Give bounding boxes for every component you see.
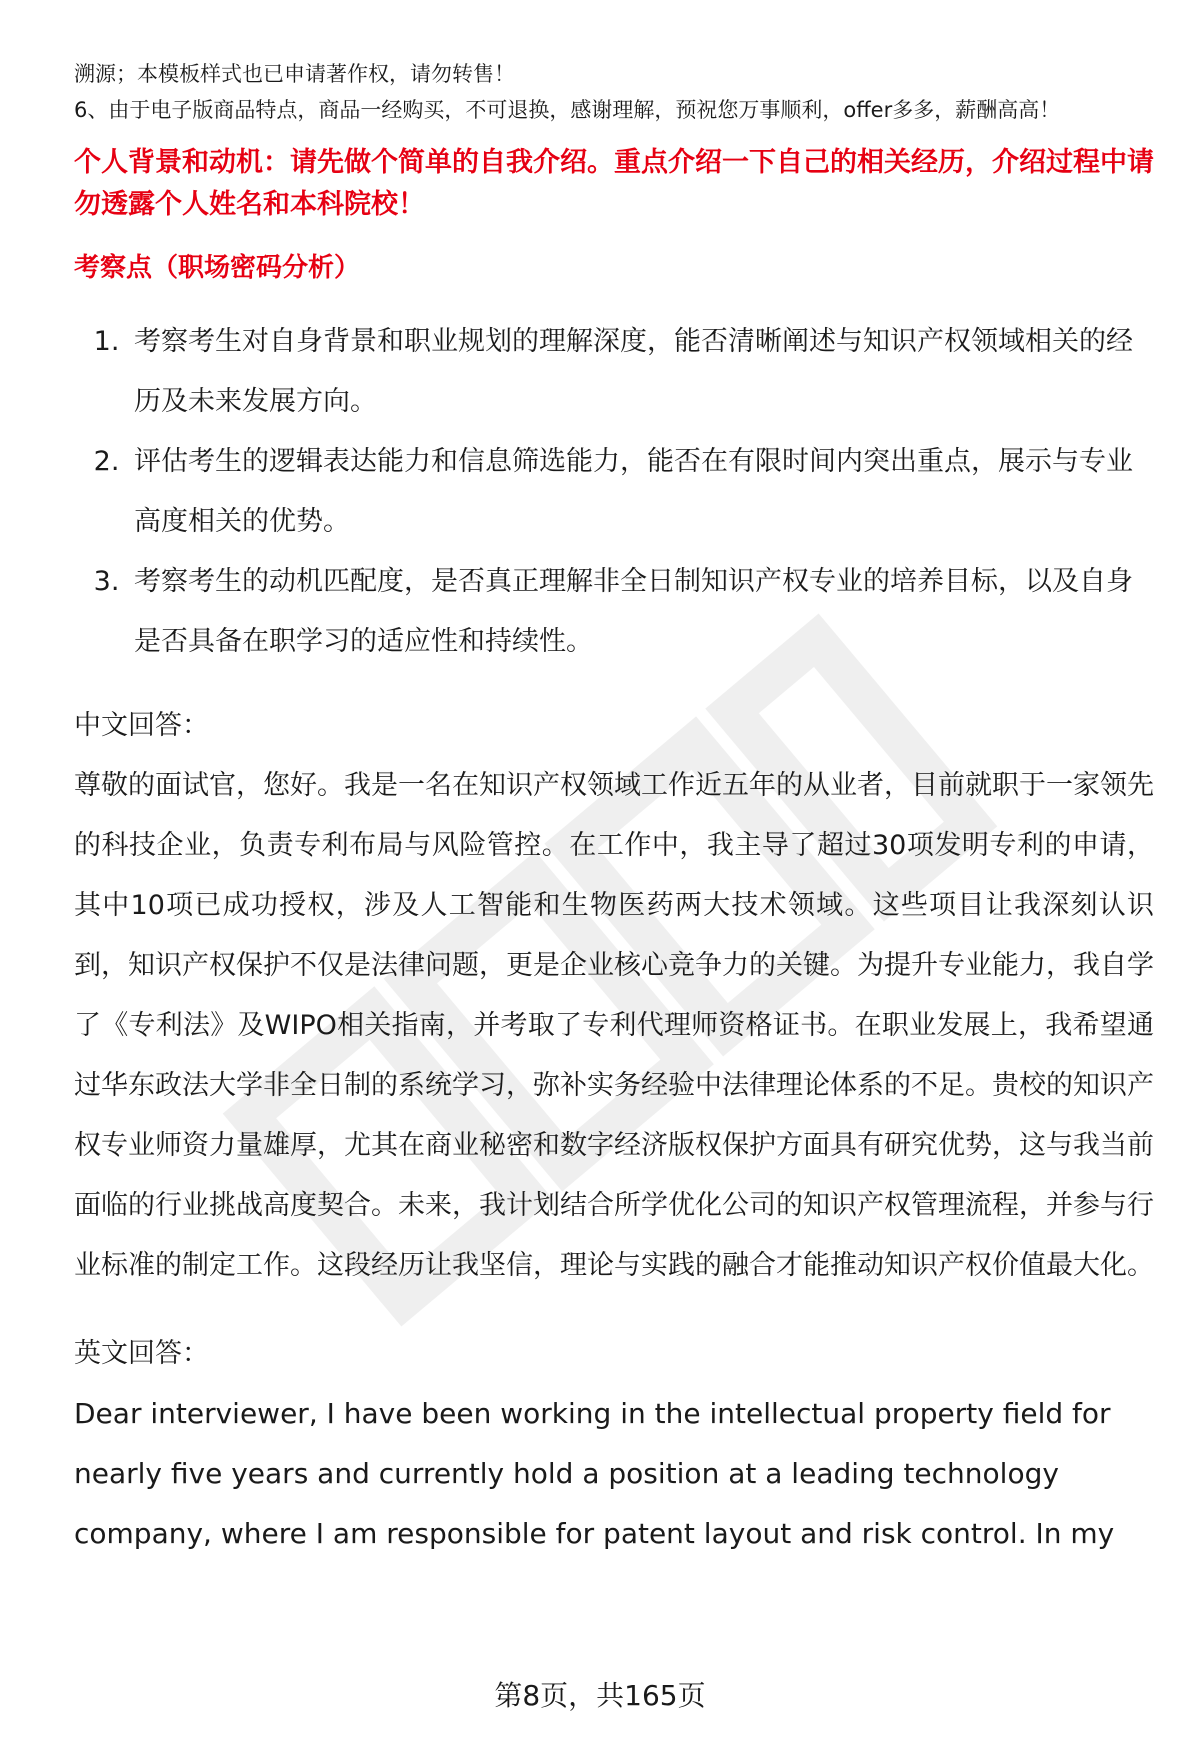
analysis-point-1: 1. 考察考生对自身背景和职业规划的理解深度，能否清晰阐述与知识产权领域相关的经历及未来发展方向。 <box>128 312 1154 432</box>
notice-line-1: 溯源；本模板样式也已申请著作权，请勿转售！ <box>74 62 515 86</box>
analysis-point-2: 2. 评估考生的逻辑表达能力和信息筛选能力，能否在有限时间内突出重点，展示与专业高度相关的优势。 <box>128 432 1154 552</box>
chinese-answer-text: 尊敬的面试官，您好。我是一名在知识产权领域工作近五年的从业者，目前就职于一家领先的科技企业，负责专利布局与风险管控。在工作中，我主导了超过30项发明专利的申请，其中10项已成功授权，涉及人工智能和生物医药两大技术领域。这些项目让我深刻认识到，知识产权保护不仅是法律问题，更是企业核心竞争力的关键。为提升专业能力，我自学了《专利法》及WIPO相关指南，并考取了专利代理师资格证书。在职业发展上，我希望通过华东政法大学非全日制的系统学习，弥补实务经验中法律理论体系的不足。贵校的知识产权专业师资力量雄厚，尤其在商业秘密和数字经济版权保护方面具有研究优势，这与我当前面临的行业挑战高度契合。未来，我计划结合所学优化公司的知识产权管理流程，并参与行业标准的制定工作。这段经历让我坚信，理论与实践的融合才能推动知识产权价值最大化。 <box>74 770 1154 1281</box>
document-page <box>74 56 1154 1564</box>
english-answer-text: Dear interviewer, I have been working in the intellectual property field for nearly five years and currently hold a position at a leading technology company, where I am responsible for patent layout and risk control. In my <box>74 1397 1115 1550</box>
interview-question: 个人背景和动机：请先做个简单的自我介绍。重点介绍一下自己的相关经历，介绍过程中请勿透露个人姓名和本科院校！ <box>74 147 1154 220</box>
page-number-footer: 第8页，共165页 <box>494 1679 706 1712</box>
analysis-point-3: 3. 考察考生的动机匹配度，是否真正理解非全日制知识产权专业的培养目标，以及自身是否具备在职学习的适应性和持续性。 <box>128 552 1154 672</box>
analysis-title: 考察点（职场密码分析） <box>74 253 361 283</box>
notice-line-2: 6、由于电子版商品特点，商品一经购买，不可退换，感谢理解，预祝您万事顺利，offer多多，薪酬高高！ <box>74 98 1061 122</box>
chinese-answer-label: 中文回答： <box>74 710 209 741</box>
english-answer-label: 英文回答： <box>74 1338 209 1369</box>
analysis-points <box>74 312 1154 672</box>
